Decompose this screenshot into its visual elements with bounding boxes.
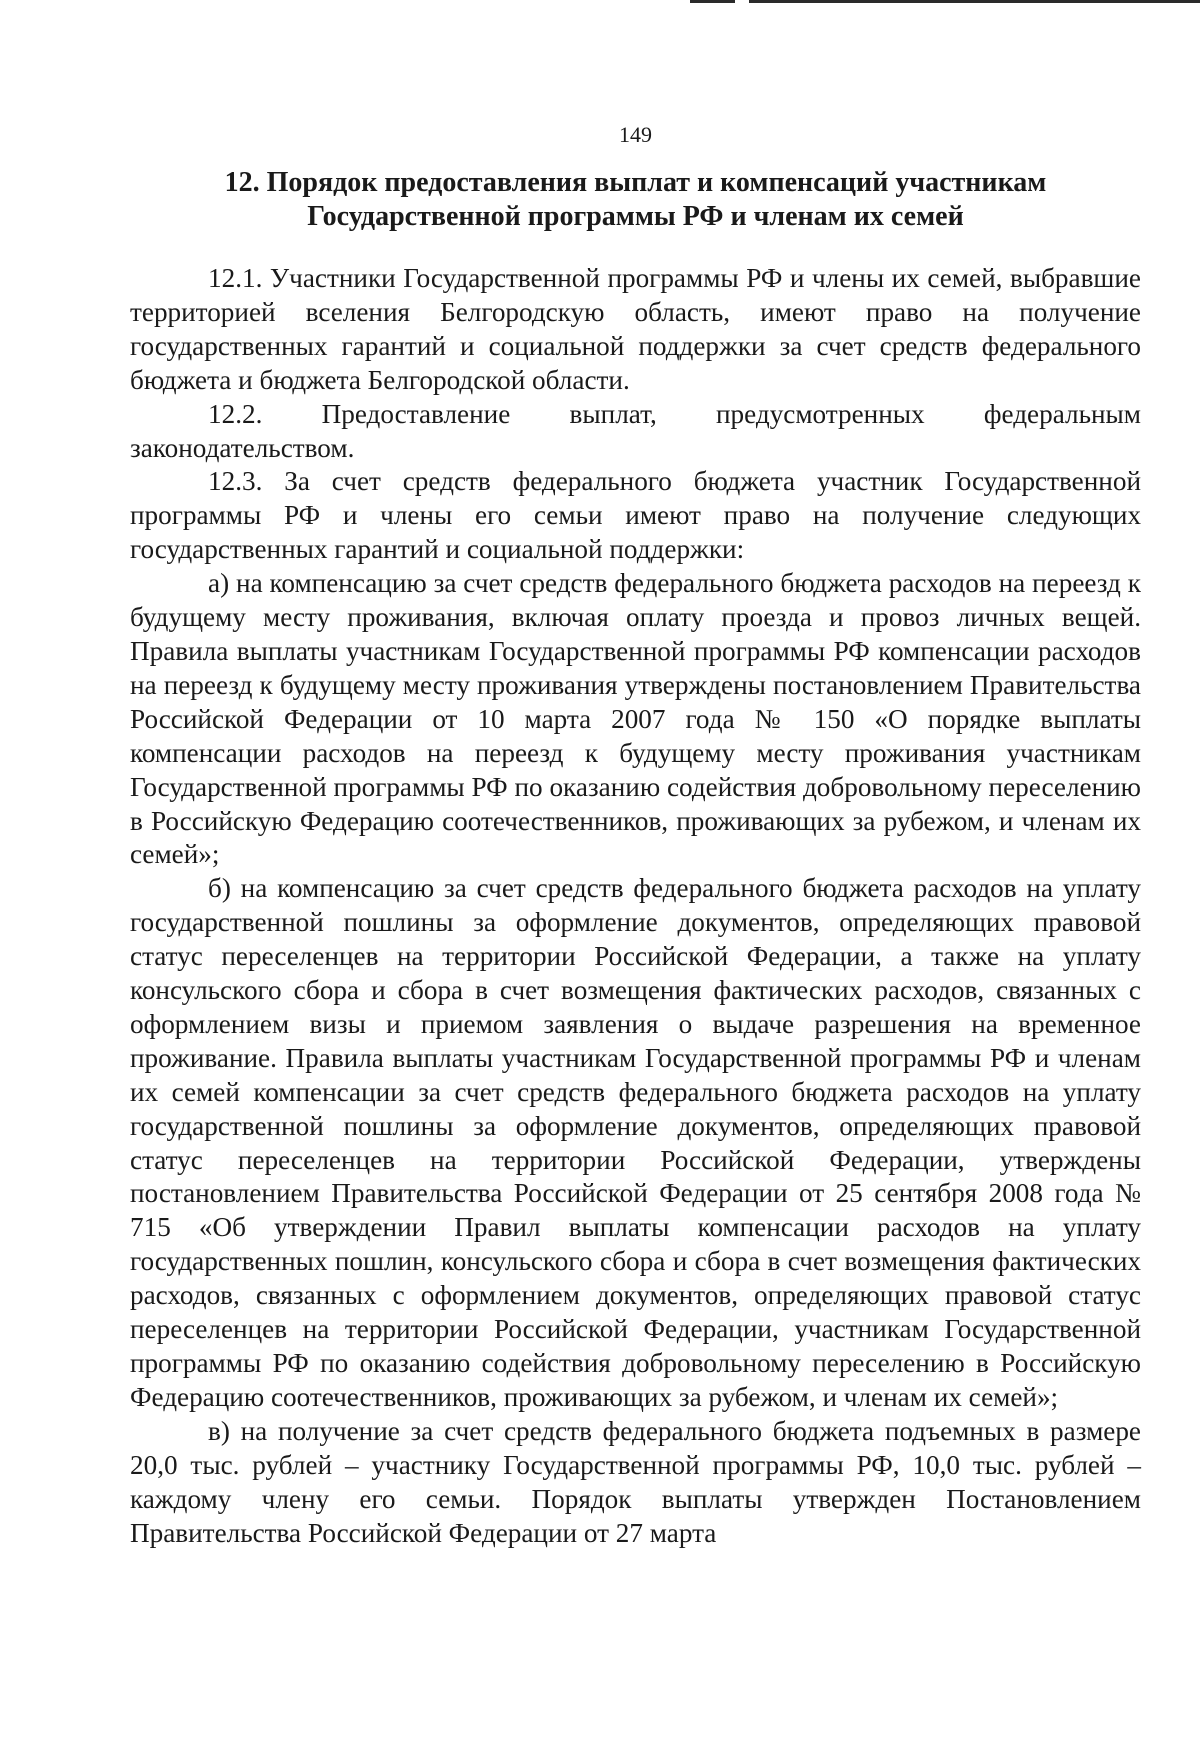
- paragraph-item-b: б) на компенсацию за счет средств федерального бюджета расходов на уплату государственной пошлины за оформление документов, определяющих правовой статус переселенцев на территории Российской Федерации, а также на уплату консульского сбора и сбора в счет возмещения фактических расходов, связанных с оформлением визы и приемом заявления о выдаче разрешения на временное проживание. Правила выплаты участникам Государственной программы РФ и членам их семей компенсации за счет средств федерального бюджета расходов на уплату государственной пошлины за оформление документов, определяющих правовой статус переселенцев на территории Российской Федерации, утверждены постановлением Правительства Российской Федерации от 25 сентября 2008 года № 715 «Об утверждении Правил выплаты компенсации расходов на уплату государственных пошлин, консульского сбора и сбора в счет возмещения фактических расходов, связанных с оформлением документов, определяющих правовой статус переселенцев на территории Российской Федерации, участникам Государственной программы РФ по оказанию содействия добровольному переселению в Российскую Федерацию соотечественников, проживающих за рубежом, и членам их семей»;: [130, 873, 1141, 1412]
- section-heading-line-2: Государственной программы РФ и членам их семей: [307, 201, 964, 232]
- paragraph-12-1: 12.1. Участники Государственной программы РФ и члены их семей, выбравшие территорией вселения Белгородскую область, имеют право на получение государственных гарантий и социальной поддержки за счет средств федерального бюджета и бюджета Белгородской области.: [130, 263, 1141, 395]
- paragraph-12-2: 12.2. Предоставление выплат, предусмотренных федеральным законодательством.: [130, 398, 1141, 463]
- paragraph-12-3: 12.3. За счет средств федерального бюджета участник Государственной программы РФ и члены его семьи имеют право на получение следующих государственных гарантий и социальной поддержки:: [130, 466, 1141, 565]
- paragraph-item-a: а) на компенсацию за счет средств федерального бюджета расходов на переезд к будущему месту проживания, включая оплату проезда и провоз личных вещей. Правила выплаты участникам Государственной программы РФ компенсации расходов на переезд к будущему месту проживания утверждены постановлением Правительства Российской Федерации от 10 марта 2007 года № 150 «О порядке выплаты компенсации расходов на переезд к будущему месту проживания участникам Государственной программы РФ по оказанию содействия добровольному переселению в Российскую Федерацию соотечественников, проживающих за рубежом, и членам их семей»;: [130, 568, 1141, 870]
- document-page: [130, 122, 1141, 1550]
- scan-edge-gap: [735, 0, 749, 3]
- section-heading-line-1: 12. Порядок предоставления выплат и компенсаций участникам: [224, 167, 1047, 198]
- paragraph-item-v: в) на получение за счет средств федерального бюджета подъемных в размере 20,0 тыс. рублей – участнику Государственной программы РФ, 10,0 тыс. рублей – каждому члену его семьи. Порядок выплаты утвержден Постановлением Правительства Российской Федерации от 27 марта: [130, 1415, 1141, 1548]
- page-number: 149: [619, 122, 652, 147]
- section-heading: [130, 166, 1141, 234]
- scan-edge-line: [690, 0, 1200, 3]
